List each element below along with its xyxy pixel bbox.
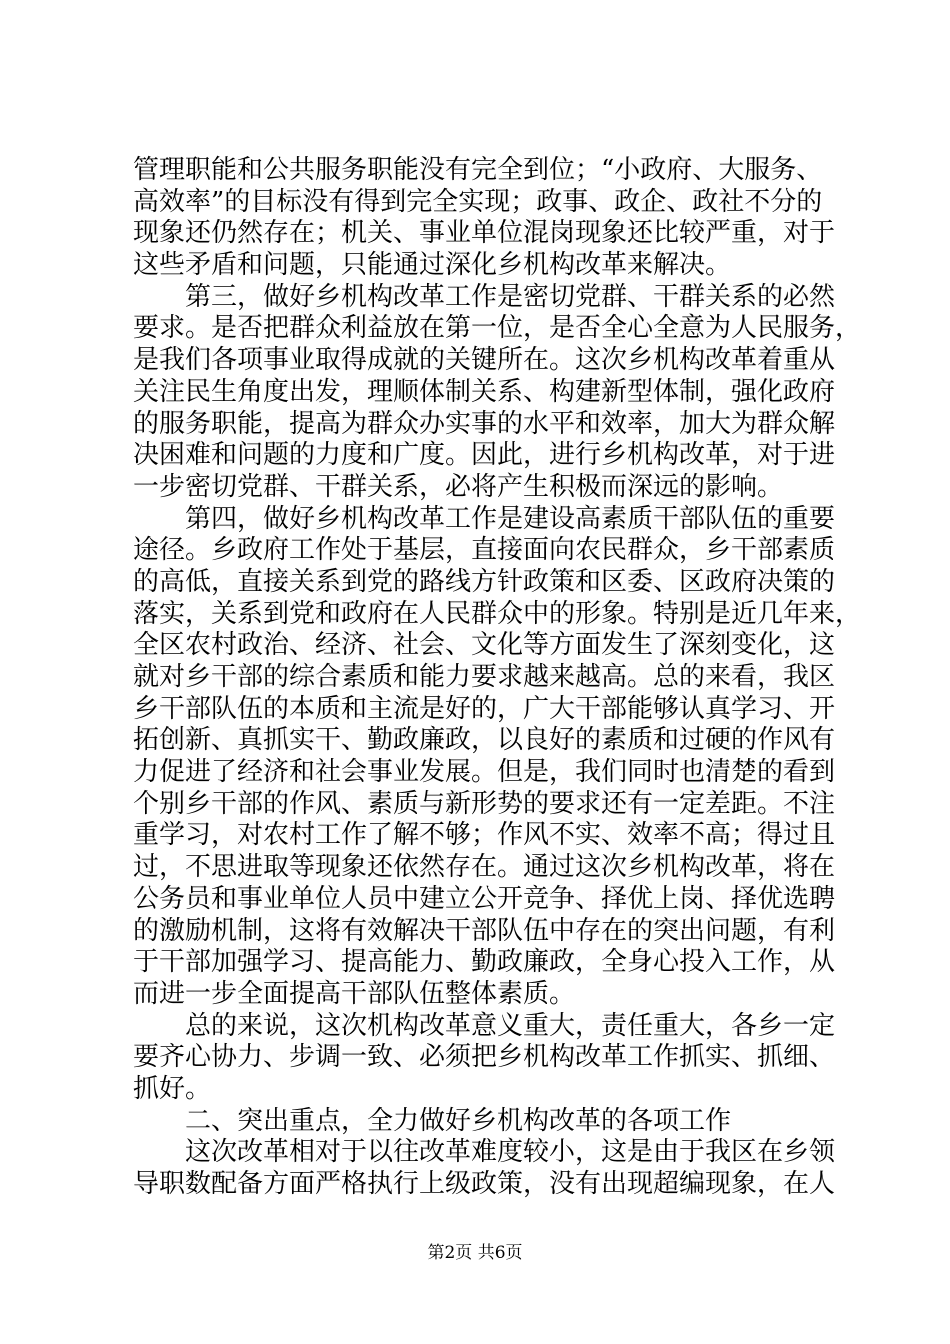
text-line: 二、突出重点，全力做好乡机构改革的各项工作 — [185, 1105, 732, 1136]
text-line: 力促进了经济和社会事业发展。但是，我们同时也清楚的看到 — [133, 757, 836, 788]
text-line: 落实，关系到党和政府在人民群众中的形象。特别是近几年来， — [133, 598, 862, 629]
text-line: 这些矛盾和问题，只能通过深化乡机构改革来解决。 — [133, 250, 732, 281]
text-line: 过，不思进取等现象还依然存在。通过这次乡机构改革，将在 — [133, 852, 836, 883]
text-line: 总的来说，这次机构改革意义重大，责任重大，各乡一定 — [185, 1010, 836, 1041]
text-line: 重学习，对农村工作了解不够；作风不实、效率不高；得过且 — [133, 820, 836, 851]
text-line: 是我们各项事业取得成就的关键所在。这次乡机构改革着重从 — [133, 345, 836, 376]
page-number-label: 第2页 共6页 — [427, 1243, 523, 1263]
text-line: 的激励机制，这将有效解决干部队伍中存在的突出问题，有利 — [133, 915, 836, 946]
text-line: 的高低，直接关系到党的路线方针政策和区委、区政府决策的 — [133, 566, 836, 597]
text-line: 拓创新、真抓实干、勤政廉政，以良好的素质和过硬的作风有 — [133, 725, 836, 756]
text-line: 高效率”的目标没有得到完全实现；政事、政企、政社不分的 — [133, 186, 823, 217]
text-line: 于干部加强学习、提高能力、勤政廉政，全身心投入工作，从 — [133, 947, 836, 978]
document-body — [133, 155, 862, 1201]
page-footer — [0, 1242, 950, 1264]
text-line: 现象还仍然存在；机关、事业单位混岗现象还比较严重，对于 — [133, 218, 836, 249]
text-line: 个别乡干部的作风、素质与新形势的要求还有一定差距。不注 — [133, 788, 836, 819]
text-line: 的服务职能，提高为群众办实事的水平和效率，加大为群众解 — [133, 408, 836, 439]
text-line: 全区农村政治、经济、社会、文化等方面发生了深刻变化，这 — [133, 630, 836, 661]
text-line: 途径。乡政府工作处于基层，直接面向农民群众，乡干部素质 — [133, 535, 836, 566]
text-line: 第四，做好乡机构改革工作是建设高素质干部队伍的重要 — [185, 503, 836, 534]
text-line: 这次改革相对于以往改革难度较小，这是由于我区在乡领 — [185, 1137, 836, 1168]
text-line: 就对乡干部的综合素质和能力要求越来越高。总的来看，我区 — [133, 662, 836, 692]
text-line: 要齐心协力、步调一致、必须把乡机构改革工作抓实、抓细、 — [133, 1042, 836, 1073]
text-line: 导职数配备方面严格执行上级政策，没有出现超编现象，在人 — [133, 1169, 836, 1199]
text-line: 公务员和事业单位人员中建立公开竞争、择优上岗、择优选聘 — [133, 883, 836, 914]
text-line: 关注民生角度出发，理顺体制关系、构建新型体制，强化政府 — [133, 376, 836, 407]
text-line: 管理职能和公共服务职能没有完全到位；“小政府、大服务、 — [133, 155, 823, 185]
text-line: 乡干部队伍的本质和主流是好的，广大干部能够认真学习、开 — [133, 693, 836, 724]
text-line: 决困难和问题的力度和广度。因此，进行乡机构改革，对于进 — [133, 440, 836, 471]
text-line: 要求。是否把群众利益放在第一位，是否全心全意为人民服务， — [133, 313, 862, 344]
text-line: 而进一步全面提高干部队伍整体素质。 — [133, 978, 576, 1009]
text-line: 抓好。 — [133, 1073, 212, 1104]
text-line: 一步密切党群、干群关系，必将产生积极而深远的影响。 — [133, 471, 784, 502]
text-line: 第三，做好乡机构改革工作是密切党群、干群关系的必然 — [185, 281, 836, 312]
